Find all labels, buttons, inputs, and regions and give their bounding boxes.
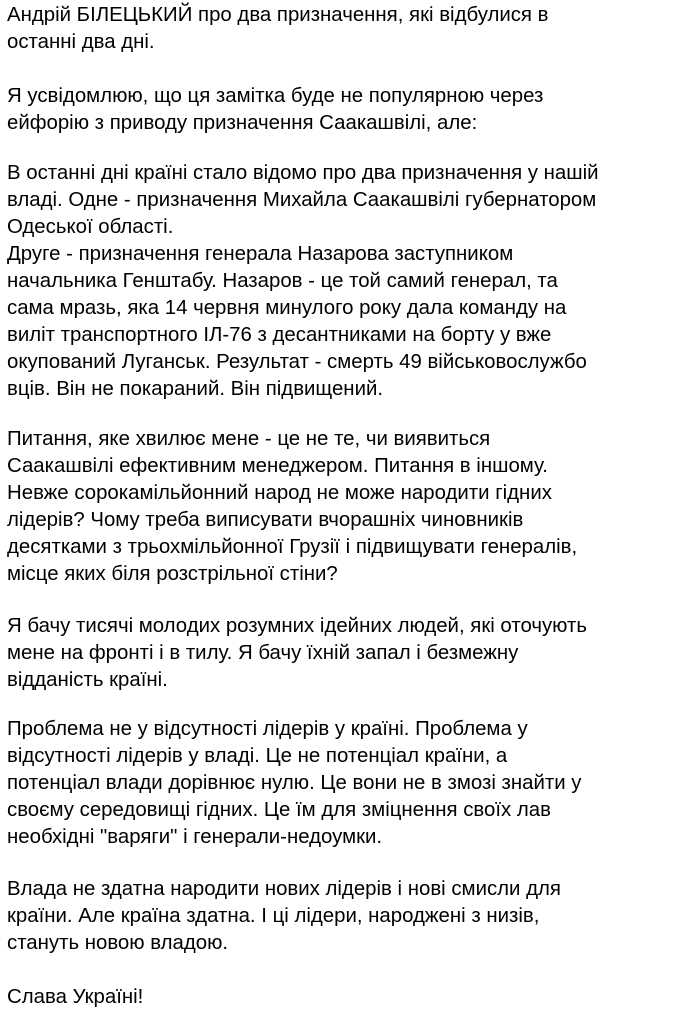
- text-line: Влада не здатна народити нових лідерів і нові смисли для: [7, 878, 561, 900]
- text-line: Слава Україні!: [7, 986, 144, 1008]
- text-line: Я усвідомлюю, що ця замітка буде не популярною через: [7, 85, 544, 107]
- text-line: ейфорію з приводу призначення Саакашвілі, але:: [7, 112, 478, 134]
- text-line: Питання, яке хвилює мене - це не те, чи виявиться: [7, 428, 491, 450]
- paragraph-appointments: [7, 160, 599, 403]
- text-line: Проблема не у відсутності лідерів у країні. Проблема у: [7, 718, 528, 740]
- paragraph-question: [7, 426, 577, 588]
- paragraph-title: [7, 2, 548, 56]
- text-line: Невже сорокамільйонний народ не може народити гідних: [7, 482, 552, 504]
- text-line: країни. Але країна здатна. І ці лідери, народжені з низів,: [7, 905, 540, 927]
- text-line: стануть новою владою.: [7, 932, 229, 954]
- text-line: лідерів? Чому треба виписувати вчорашніх чиновників: [7, 509, 524, 531]
- text-line: владі. Одне - призначення Михайла Саакашвілі губернатором: [7, 189, 597, 211]
- text-line: сама мразь, яка 14 червня минулого року дала команду на: [7, 297, 567, 319]
- text-line: своєму середовищі гідних. Це їм для зміцнення своїх лав: [7, 799, 551, 821]
- text-line: необхідні "варяги" і генерали-недоумки.: [7, 826, 383, 848]
- text-line: виліт транспортного ІЛ-76 з десантниками на борту у вже: [7, 324, 552, 346]
- text-line: начальника Генштабу. Назаров - це той самий генерал, та: [7, 270, 558, 292]
- paragraph-conclusion: [7, 876, 561, 957]
- text-line: десятками з трьохмільйонної Грузії і підвищувати генералів,: [7, 536, 578, 558]
- paragraph-problem: [7, 716, 581, 851]
- text-line: відсутності лідерів у владі. Це не потенціал країни, а: [7, 745, 508, 767]
- text-line: В останні дні країні стало відомо про два призначення у нашій: [7, 162, 599, 184]
- paragraph-people: [7, 613, 587, 694]
- text-line: окупований Луганськ. Результат - смерть 49 військовослужбо: [7, 351, 587, 373]
- text-line: Саакашвілі ефективним менеджером. Питання в іншому.: [7, 455, 548, 477]
- text-line: Друге - призначення генерала Назарова заступником: [7, 243, 514, 265]
- text-line: відданість країні.: [7, 669, 168, 691]
- paragraph-intro: [7, 83, 543, 137]
- text-line: місце яких біля розстрільної стіни?: [7, 563, 338, 585]
- text-line: Андрій БІЛЕЦЬКИЙ про два призначення, які відбулися в: [7, 4, 549, 26]
- text-line: мене на фронті і в тилу. Я бачу їхній запал і безмежну: [7, 642, 519, 664]
- text-line: потенціал влади дорівнює нулю. Це вони не в змозі знайти у: [7, 772, 582, 794]
- paragraph-closing: [7, 984, 143, 1011]
- text-line: останні два дні.: [7, 31, 155, 53]
- text-line: вців. Він не покараний. Він підвищений.: [7, 378, 384, 400]
- text-line: Я бачу тисячі молодих розумних ідейних людей, які оточують: [7, 615, 587, 637]
- text-line: Одеської області.: [7, 216, 174, 238]
